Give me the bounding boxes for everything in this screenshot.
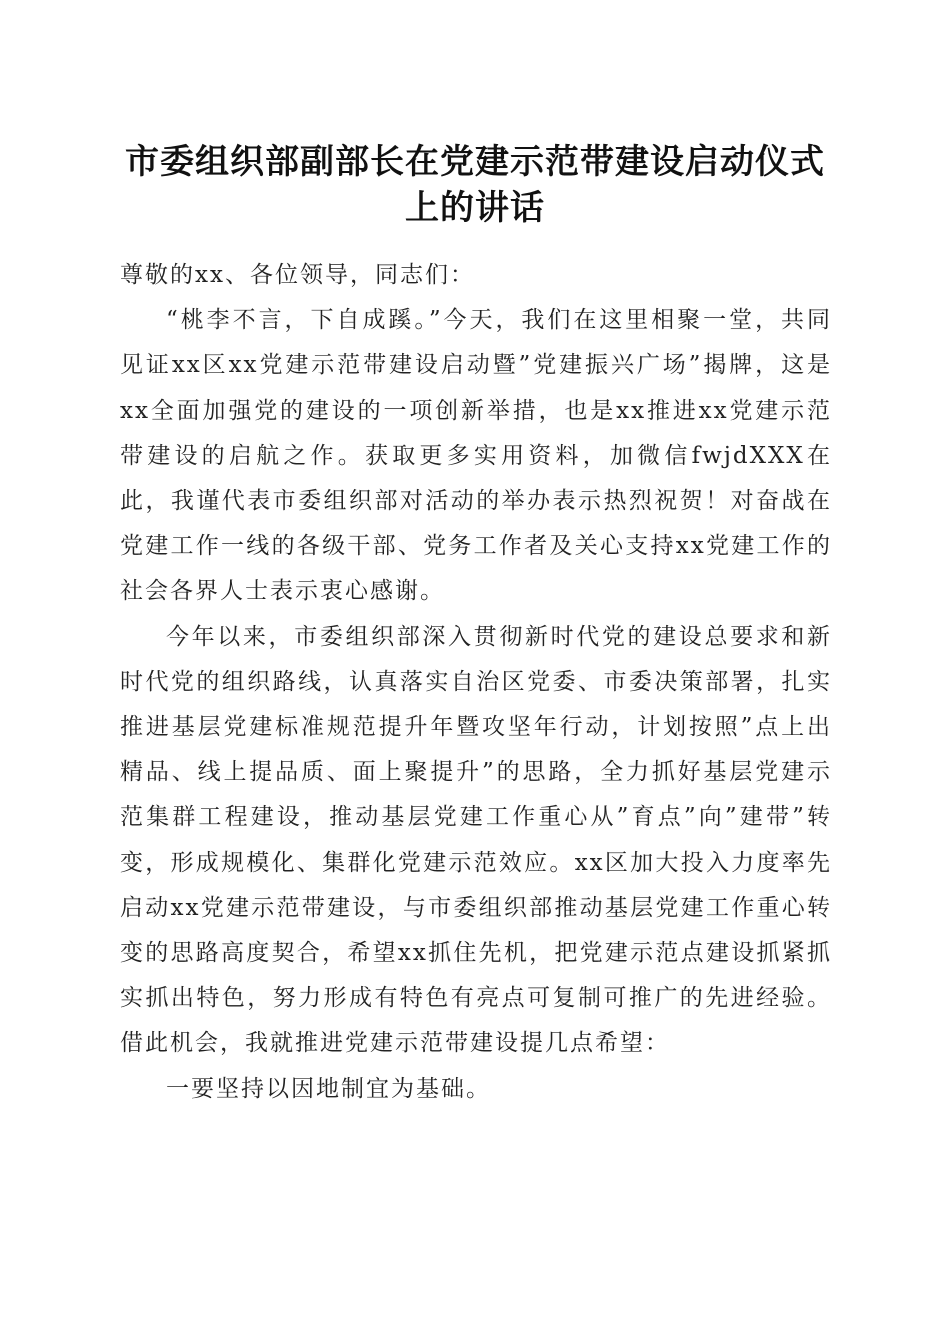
salutation: 尊敬的xx、各位领导，同志们：: [120, 262, 475, 288]
paragraph-opening: “桃李不言，下自成蹊。”今天，我们在这里相聚一堂，共同见证xx区xx党建示范带建设启动暨”党建振兴广场”揭牌，这是xx全面加强党的建设的一项创新举措，也是xx推进xx党建示范带建设的启航之作。获取更多实用资料，加微信fwjdXXX在此，我谨代表市委组织部对活动的举办表示热烈祝贺！对奋战在党建工作一线的各级干部、党务工作者及关心支持xx党建工作的社会各界人士表示衷心感谢。: [120, 307, 832, 605]
paragraph-progress: 今年以来，市委组织部深入贯彻新时代党的建设总要求和新时代党的组织路线，认真落实自治区党委、市委决策部署，扎实推进基层党建标准规范提升年暨攻坚年行动，计划按照”点上出精品、线上提品质、面上聚提升”的思路，全力抓好基层党建示范集群工程建设，推动基层党建工作重心从”育点”向”建带”转变，形成规模化、集群化党建示范效应。xx区加大投入力度率先启动xx党建示范带建设，与市委组织部推动基层党建工作重心转变的思路高度契合，希望xx抓住先机，把党建示范点建设抓紧抓实抓出特色，努力形成有特色有亮点可复制可推广的先进经验。借此机会，我就推进党建示范带建设提几点希望：: [120, 623, 832, 1057]
document-title-line-2: 上的讲话: [405, 188, 545, 228]
document-body: [120, 253, 832, 1112]
document-title-line-1: 市委组织部副部长在党建示范带建设启动仪式: [125, 142, 825, 182]
paragraph-first-point: 一要坚持以因地制宜为基础。: [166, 1075, 491, 1102]
